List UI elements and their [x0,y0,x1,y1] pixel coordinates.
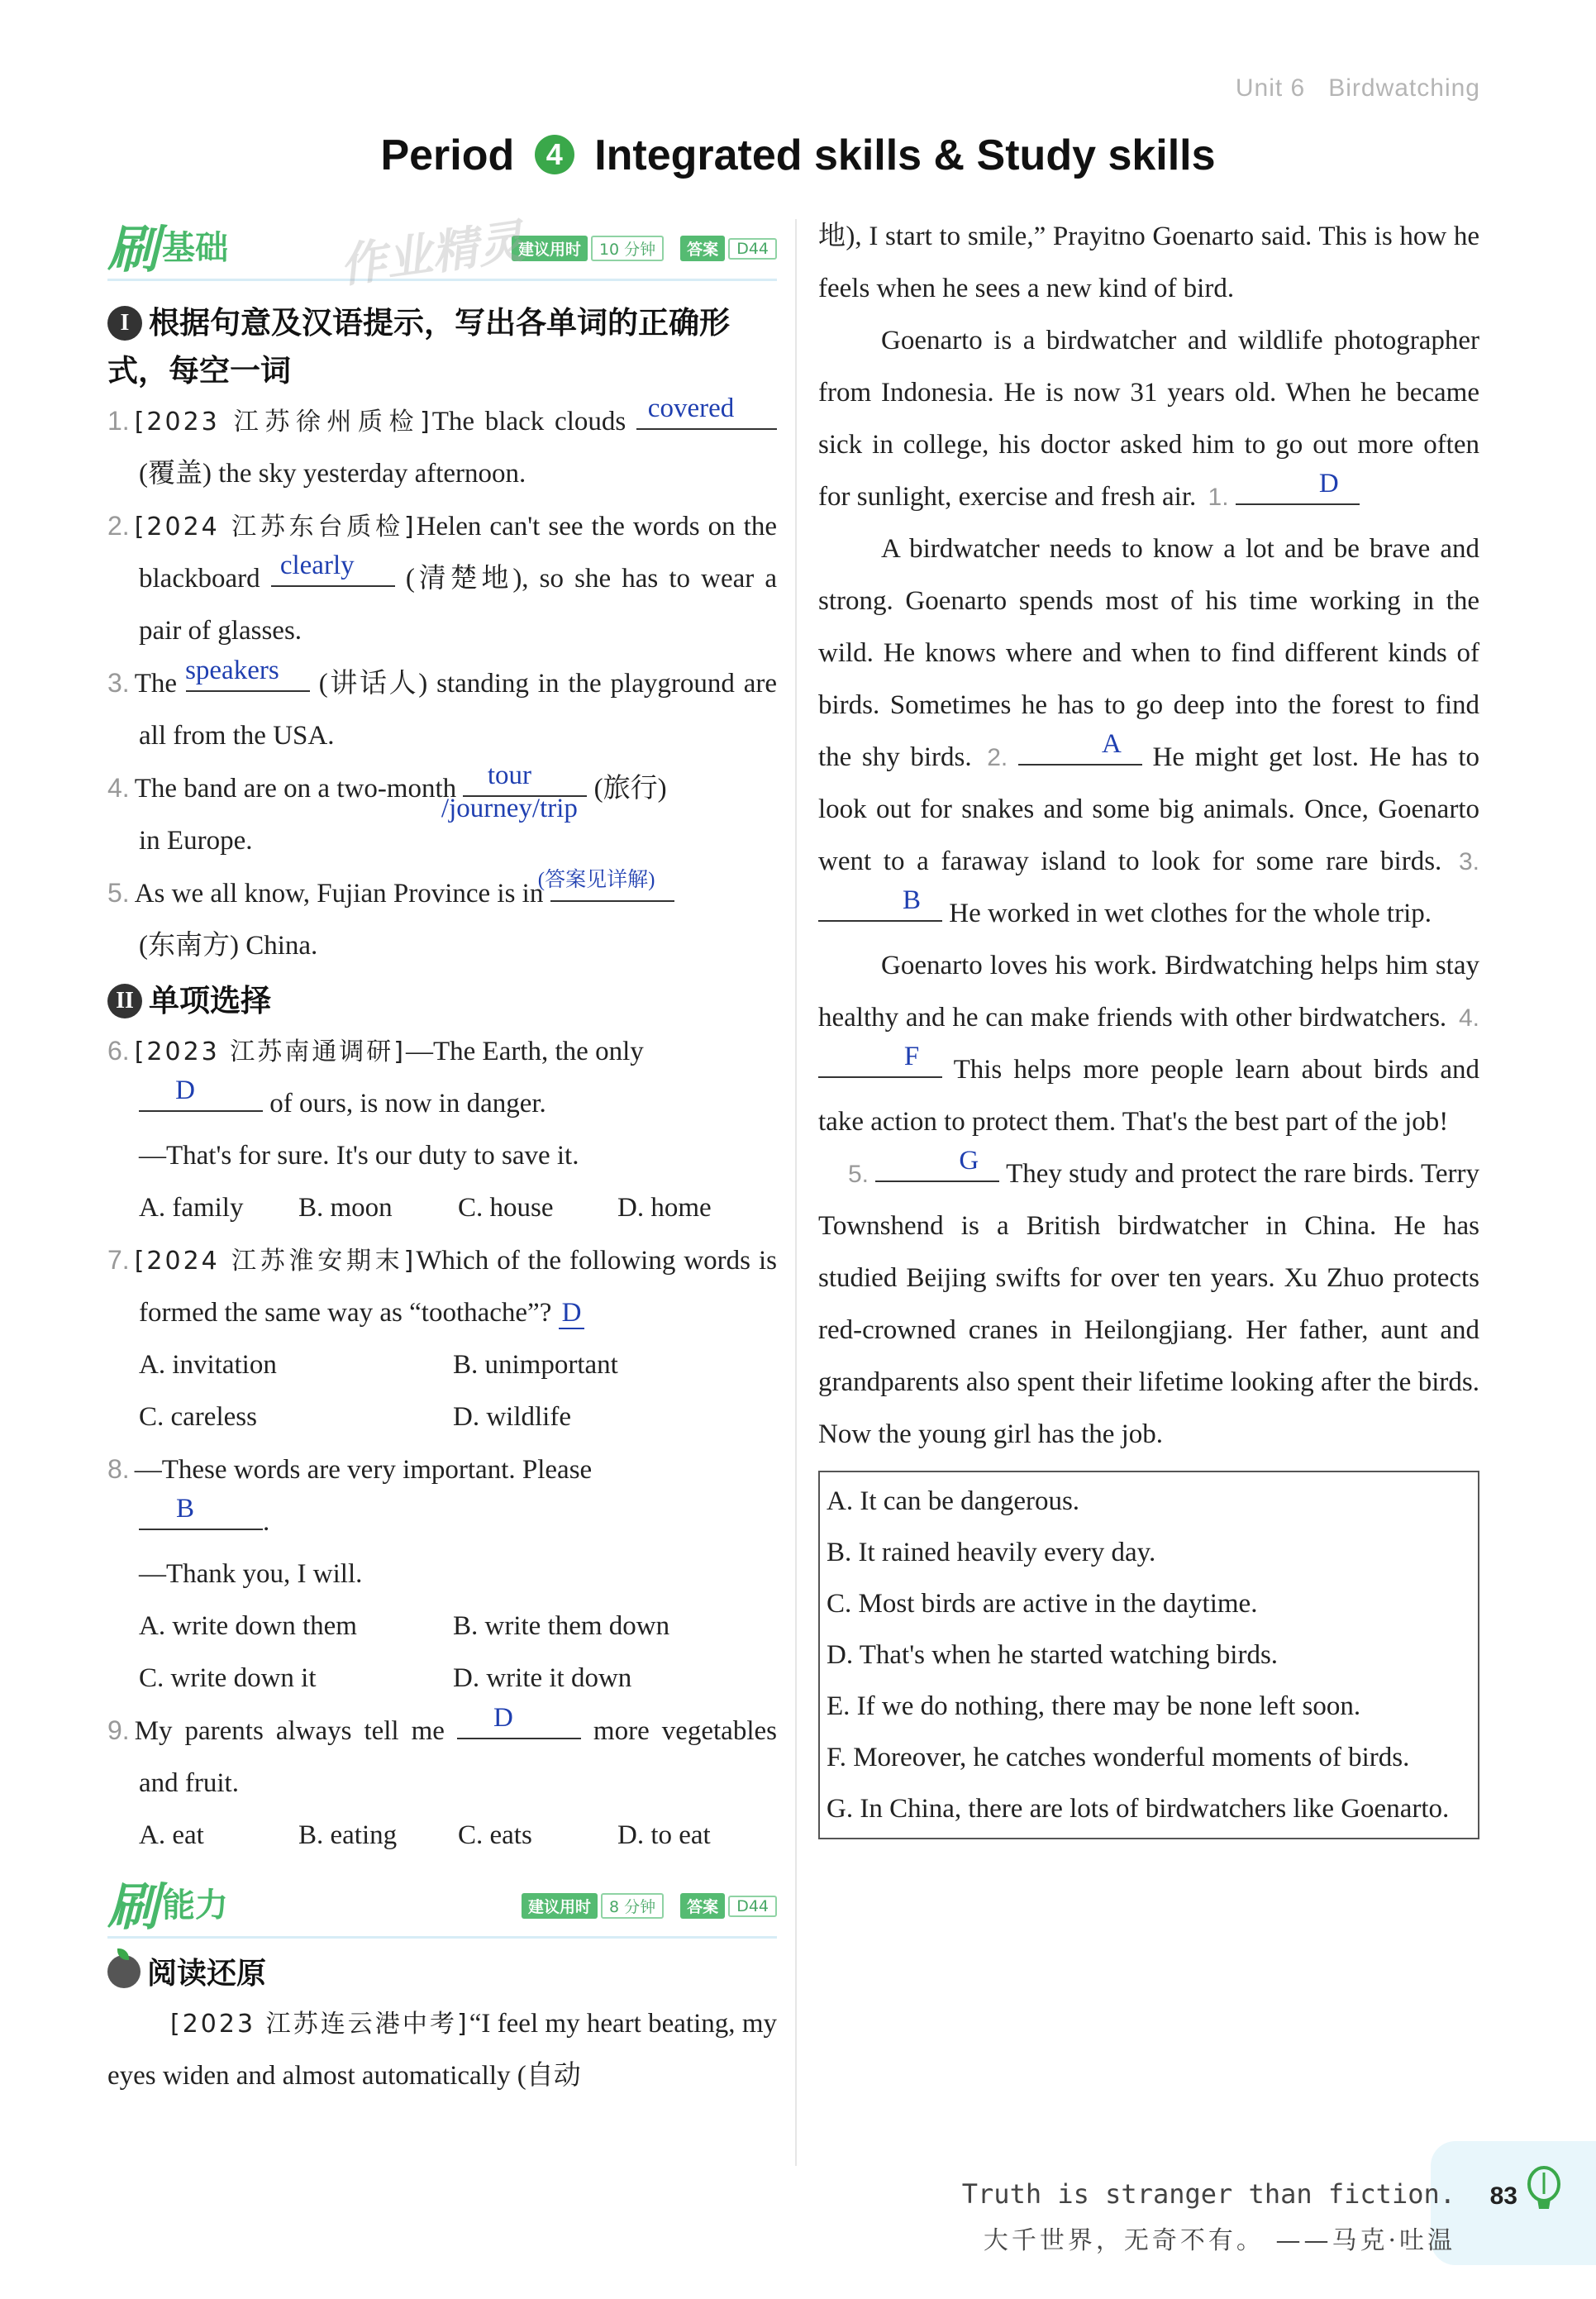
option-f: F. Moreover, he catches wonderful moments of birds. [827,1743,1410,1772]
answer-text: D [1318,469,1339,498]
question-8: 8. —These words are very important. Please B . —Thank you, I will. [107,1454,593,1589]
answer-blank [139,1494,263,1530]
unit-label: Unit 6 [1235,74,1306,102]
question-text: As we all know, Fujian Province is in [134,879,544,909]
question-text: (旅行) [593,774,667,804]
question-6-options [107,1182,777,1234]
question-1 [107,395,777,500]
blank-number: 1. [1208,484,1229,511]
time-tag-label: 建议用时 [512,236,588,261]
answer-text: tour [487,761,531,790]
section-basic-label: 基础 [162,228,229,267]
reading-paragraph-2 [818,315,1479,523]
reading-title [107,1950,777,1998]
part1-number: I [107,306,142,341]
unit-header [1212,74,1480,103]
answer-text: clearly [279,551,355,580]
title-text: Integrated skills & Study skills [594,131,1216,179]
question-text: Which of the following words is formed the same way as “toothache”? [139,1246,777,1328]
paragraph-text: He worked in wet clothes for the whole trip. [949,899,1432,928]
answer-text: speakers [185,656,279,685]
question-text: The band are on a two-month [134,774,457,804]
question-source: [2024 江苏东台质检] [134,513,417,541]
brush-char: 刷 [107,1876,160,1937]
option-c: C. careless [139,1402,257,1432]
blank-number: 4. [1458,1004,1479,1032]
question-9 [107,1705,777,1810]
answer-text: D [493,1703,513,1733]
option-d: D. wildlife [453,1402,571,1432]
reading-paragraph-1-start [107,1998,777,2102]
section-basic-header [107,211,777,294]
question-text: The black clouds [431,407,626,436]
answer-blank [537,869,674,902]
question-text: —That's for sure. It's our duty to save it. [139,1141,579,1171]
question-text: (讲话人) standing in the playground are all from the USA. [139,669,777,751]
question-text: (清楚地), so she has to wear a pair of glasses. [139,564,778,646]
answer-blank [818,885,942,922]
paragraph-text: They study and protect the rare birds. Terry Townshend is a British birdwatcher in China. He has studied Beijing swifts for over ten years. Xu Zhuo protects red-crowned cranes in Heilongjiang. Her father, aunt and grandparents also spent their lifetime looking after the birds. Now the young girl has the job. [818,1159,1480,1449]
answer-alternatives: /journey/trip [441,794,578,823]
answer-text: D [175,1076,195,1105]
question-8-options [107,1600,777,1705]
option-c: C. Most birds are active in the daytime. [827,1589,1258,1619]
column-divider [795,219,797,2166]
option-a: A. family [139,1193,244,1223]
option-d: D. That's when he started watching birds. [827,1640,1279,1670]
question-text: My parents always tell me [134,1716,445,1746]
question-text: The [134,669,177,699]
option-d: D. home [617,1193,712,1223]
paragraph-text: Goenarto loves his work. Birdwatching helps him stay healthy and he can make friends with other birdwatchers. [818,951,1479,1033]
section-ability-label: 能力 [162,1886,229,1925]
answer-tag-label: 答案 [680,236,725,261]
title-prefix: Period [380,131,515,179]
question-text: —These words are very important. Please [134,1455,593,1485]
reading-title-text: 阅读还原 [147,1957,267,1991]
question-9-options [107,1810,777,1862]
right-column [818,211,1479,1839]
answer-blank [185,656,310,692]
option-d: D. to eat [617,1820,711,1850]
option-c: C. eats [458,1820,532,1850]
option-b: B. write them down [453,1611,670,1641]
answer-text: (答案见详解) [537,869,655,891]
question-text: (东南方) China. [139,931,318,961]
reading-options-box [818,1471,1479,1839]
question-text: more vegetables and fruit. [139,1716,777,1798]
option-a: A. It can be dangerous. [827,1486,1080,1516]
answer-text: A [1101,729,1122,759]
question-5 [107,867,777,972]
answer-tag-label: 答案 [680,1893,725,1919]
question-2 [107,500,777,657]
blank-number: 3. [1458,848,1480,875]
answer-tag-page: D44 [728,1896,777,1917]
answer-text: B [175,1494,194,1524]
answer-blank [139,1076,263,1112]
answer-text: D [559,1298,585,1329]
section-ability-header [107,1868,777,1939]
section-ability-tags [522,1893,777,1919]
question-number: 1. [107,406,130,436]
paragraph-text: A birdwatcher needs to know a lot and be brave and strong. Goenarto spends most of his time working in the wild. He knows where and when to find different kinds of birds. Sometimes he has to go deep into the forest to find the shy birds. [818,534,1479,772]
unit-topic: Birdwatching [1328,74,1480,102]
option-d: D. write it down [453,1663,632,1693]
blank-number: 5. [848,1161,869,1188]
time-tag-value: 10 分钟 [591,236,664,261]
question-text: in Europe. [139,826,253,856]
question-7-options [107,1339,777,1443]
time-tag-label: 建议用时 [522,1893,598,1919]
paragraph-text: He might get lost. He has to look out for snakes and some big animals. Once, Goenarto went to a faraway island to look for some rare birds. [818,742,1479,876]
question-7 [107,1234,777,1339]
question-number: 5. [107,878,130,908]
answer-text: G [959,1146,979,1176]
answer-blank [636,394,777,430]
part1-title-text: 根据句意及汉语提示，写出各单词的正确形式，每空一词 [107,305,730,389]
watermark-logo: 作业精灵 [336,214,528,294]
paragraph-text: Goenarto is a birdwatcher and wildlife photographer from Indonesia. He is now 31 years old. When he became sick in college, his doctor asked him to go out more often for sunlight, exercise and fresh air. [818,326,1479,512]
page-title [0,131,1596,180]
reading-paragraph-3 [818,523,1479,940]
footer-quote-zh: 大千世界，无奇不有。 ——马克·吐温 [983,2226,1455,2255]
option-a: A. write down them [139,1611,357,1641]
option-a: A. invitation [139,1350,277,1380]
paragraph-text: “I feel my heart beating, my eyes widen and almost automatically (自动 [107,2009,777,2091]
answer-blank [1018,729,1142,766]
part2-title-text: 单项选择 [149,983,271,1018]
question-4 [107,762,777,867]
question-text: (覆盖) the sky yesterday afternoon. [139,459,526,489]
footer-quote-en: Truth is stranger than fiction. [961,2178,1455,2210]
question-number: 6. [107,1036,130,1066]
answer-blank [271,551,395,587]
option-b: B. moon [298,1193,393,1223]
question-number: 2. [107,511,130,541]
answer-blank [441,761,587,823]
question-text: —Thank you, I will. [139,1559,363,1589]
option-c: C. house [458,1193,554,1223]
reading-paragraph-4 [818,940,1479,1148]
option-c: C. write down it [139,1663,317,1693]
question-source: [2024 江苏淮安期末] [134,1247,417,1276]
paragraph-text: 地), I start to smile,” Prayitno Goenarto said. This is how he feels when he sees a new kind of bird. [818,222,1479,303]
question-number: 4. [107,773,130,803]
answer-blank [875,1146,999,1182]
answer-text: B [902,885,921,915]
option-g: G. In China, there are lots of birdwatchers like Goenarto. [827,1794,1450,1824]
answer-text: covered [647,394,735,423]
reading-paragraph-1-cont [818,211,1479,315]
answer-blank [818,1042,942,1078]
left-column [107,211,777,2102]
question-6 [107,1025,777,1182]
lightbulb-icon [1525,2166,1563,2216]
option-b: B. unimportant [453,1350,618,1380]
question-number: 3. [107,668,130,698]
paragraph-text: This helps more people learn about birds and take action to protect them. That's the best part of the job! [818,1055,1479,1137]
answer-blank [1236,469,1360,505]
option-b: B. eating [298,1820,398,1850]
option-e: E. If we do nothing, there may be none left soon. [827,1691,1361,1721]
option-a: A. eat [139,1820,204,1850]
blank-number: 2. [987,744,1008,771]
option-b: B. It rained heavily every day. [827,1538,1156,1567]
question-3 [107,657,777,762]
part2-title [107,977,777,1025]
answer-tag-page: D44 [728,238,777,260]
answer-text: F [903,1042,920,1071]
question-source: [2023 江苏南通调研] [134,1037,406,1066]
part2-number: II [107,984,142,1018]
question-number: 8. [107,1454,130,1484]
reading-source: [2023 江苏连云港中考] [170,2010,469,2039]
brush-char: 刷 [107,218,160,279]
question-number: 9. [107,1715,130,1745]
question-text: Helen can't see the words on the blackboard [139,512,777,594]
period-number-badge: 4 [535,135,574,174]
section-basic-tags [512,236,777,261]
reading-icon [107,1955,141,1988]
page-number: 83 [1489,2182,1517,2210]
time-tag-value: 8 分钟 [601,1893,664,1919]
answer-blank [457,1703,581,1739]
question-number: 7. [107,1245,130,1275]
question-source: [2023 江苏徐州质检] [134,408,432,436]
reading-paragraph-5 [818,1148,1479,1461]
part1-title [107,299,777,395]
question-text: of ours, is now in danger. [269,1089,546,1118]
question-text: —The Earth, the only [405,1037,644,1066]
